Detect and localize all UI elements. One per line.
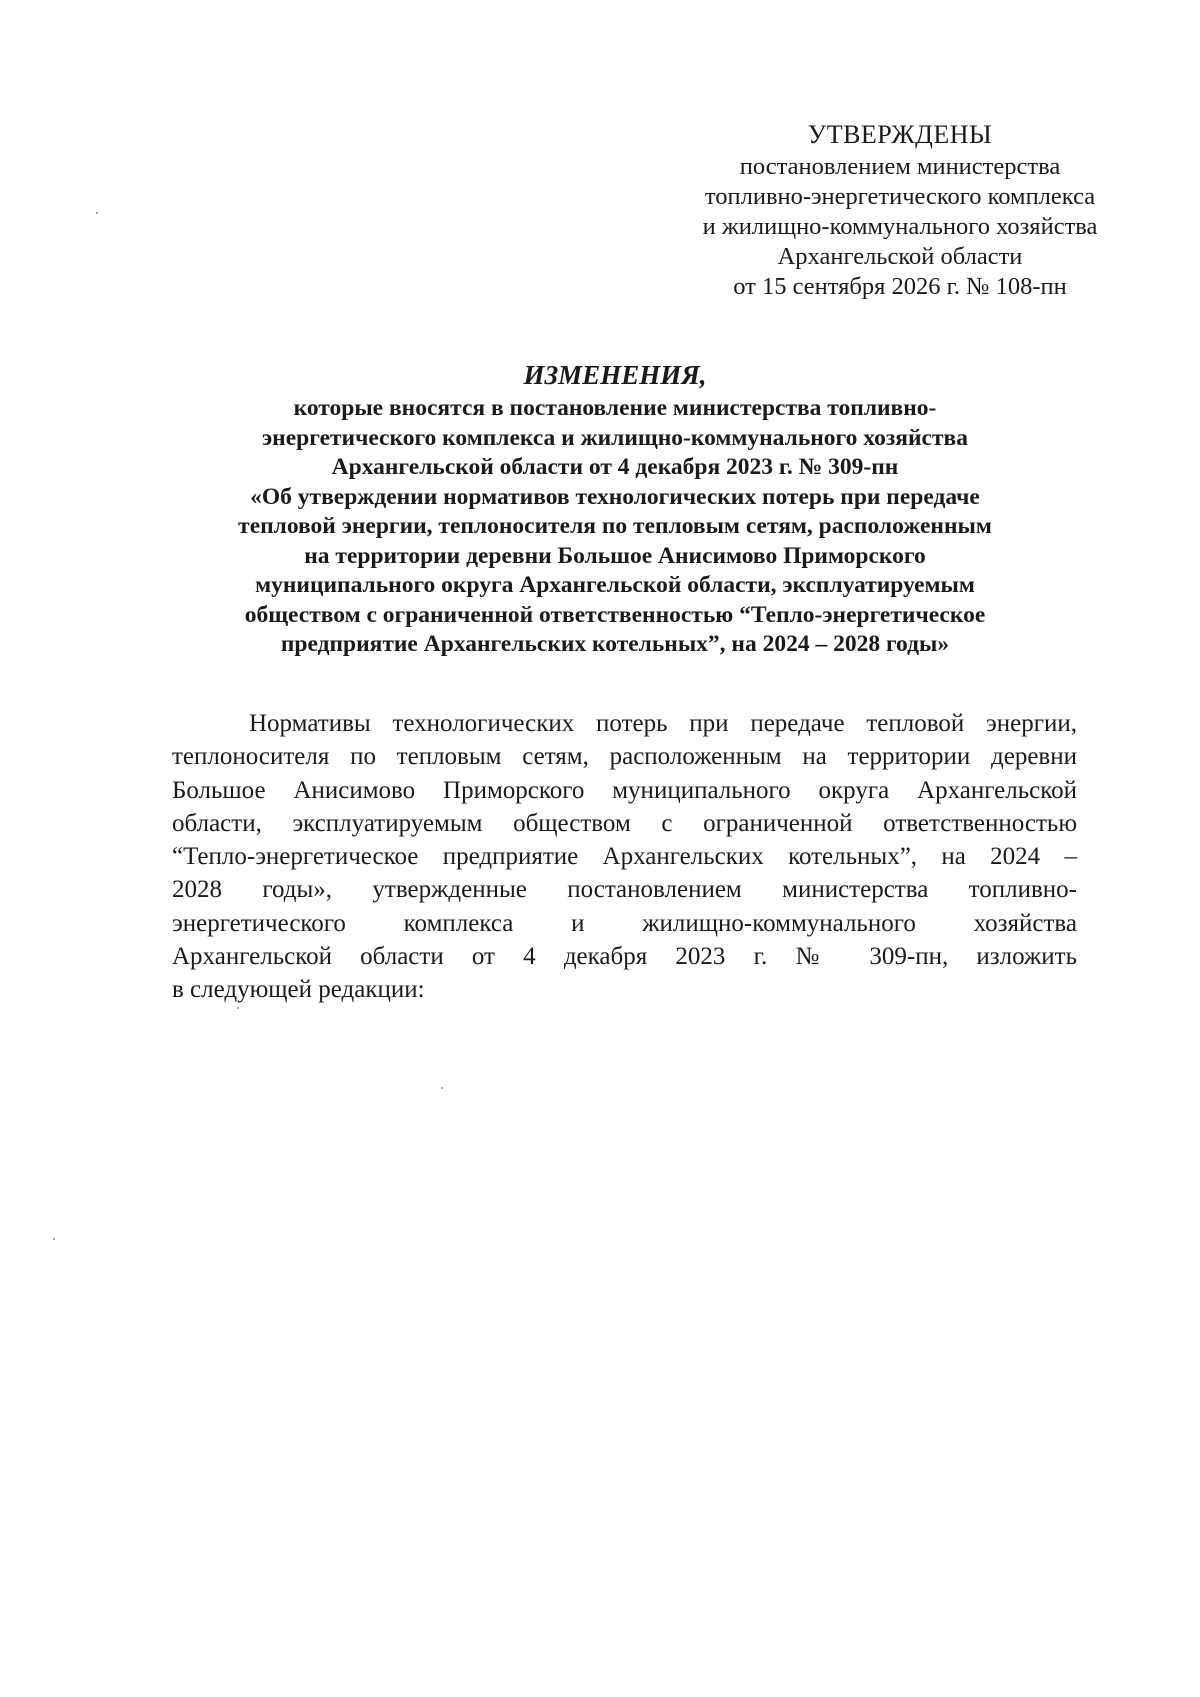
body-line: энергетического комплекса и жилищно-коммунального хозяйства (172, 909, 1077, 937)
body-line: Архангельской области от 4 декабря 2023 г. № 309-пн, изложить (172, 943, 1077, 971)
approval-line: постановлением министерства (739, 153, 1061, 180)
approval-line: Архангельской области (777, 243, 1023, 270)
approval-line: топливно-энергетического комплекса (704, 183, 1096, 210)
heading-line: муниципального округа Архангельской области, эксплуатируемым (255, 572, 975, 598)
heading-line: предприятие Архангельских котельных”, на 2024 – 2028 годы» (280, 631, 950, 657)
heading-line: «Об утверждении нормативов технологических потерь при передаче (250, 483, 980, 510)
heading-line: которые вносятся в постановление министерства топливно- (293, 395, 937, 421)
body-paragraph (172, 707, 1077, 1007)
scan-speck (96, 212, 98, 214)
body-line: “Тепло-энергетическое предприятие Архангельских котельных”, на 2024 – (172, 843, 1077, 871)
approval-line: и жилищно-коммунального хозяйства (702, 213, 1098, 240)
approval-stamp (680, 118, 1120, 302)
body-line: в следующей редакции: (172, 976, 425, 1004)
scan-speck (237, 1007, 239, 1009)
body-line: области, эксплуатируемым обществом с ограниченной ответственностью (172, 809, 1077, 837)
heading-line: на территории деревни Большое Анисимово Приморского (304, 542, 926, 569)
body-line: 2028 годы», утвержденные постановлением министерства топливно- (172, 876, 1077, 904)
heading-line: тепловой энергии, теплоносителя по тепловым сетям, расположенным (238, 513, 992, 539)
heading-title: ИЗМЕНЕНИЯ, (523, 360, 707, 390)
heading-line: энергетического комплекса и жилищно-коммунального хозяйства (262, 424, 968, 451)
heading-line: Архангельской области от 4 декабря 2023 г. № 309-пн (331, 454, 899, 480)
scan-speck (441, 1087, 443, 1089)
approval-title: УТВЕРЖДЕНЫ (807, 120, 993, 149)
heading-line: обществом с ограниченной ответственностью “Тепло-энергетическое (244, 601, 986, 628)
body-line: Нормативы технологических потерь при передаче тепловой энергии, (249, 710, 1077, 737)
body-line: теплоносителя по тепловым сетям, расположенным на территории деревни (172, 743, 1077, 771)
scan-speck (53, 1238, 55, 1240)
body-line: Большое Анисимово Приморского муниципального округа Архангельской (172, 776, 1077, 804)
document-heading (160, 358, 1070, 660)
approval-line: от 15 сентября 2026 г. № 108-пн (733, 273, 1067, 300)
